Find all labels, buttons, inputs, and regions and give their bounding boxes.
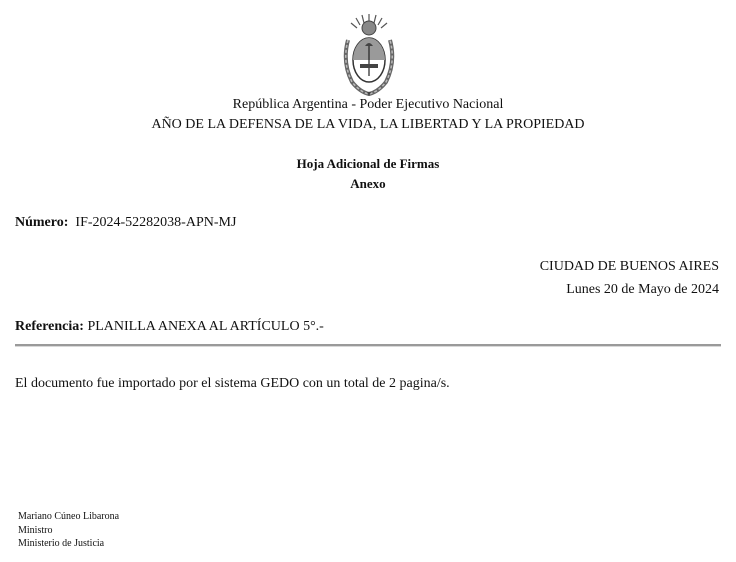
document-subtitle: Anexo [350,176,386,191]
signer-name: Mariano Cúneo Libarona [18,511,120,522]
divider [15,344,721,347]
date: Lunes 20 de Mayo de 2024 [566,282,719,297]
body-text: El documento fue importado por el sistema GEDO con un total de 2 pagina/s. [15,376,450,391]
argentina-coat-of-arms-icon [338,12,400,96]
referencia-value: PLANILLA ANEXA AL ARTÍCULO 5°.- [87,319,324,334]
document-number [15,215,236,231]
numero-value: IF-2024-52282038-APN-MJ [75,215,237,230]
numero-label: Número: [15,215,69,230]
reference [15,319,324,335]
document-title: Hoja Adicional de Firmas [296,156,440,171]
referencia-label: Referencia: [15,319,84,334]
signer-role: Ministro [18,525,53,536]
city: CIUDAD DE BUENOS AIRES [539,259,719,274]
signer-organization: Ministerio de Justicia [18,538,105,549]
issuing-authority: República Argentina - Poder Ejecutivo Nacional [232,97,504,112]
year-motto: AÑO DE LA DEFENSA DE LA VIDA, LA LIBERTAD Y LA PROPIEDAD [151,117,585,132]
